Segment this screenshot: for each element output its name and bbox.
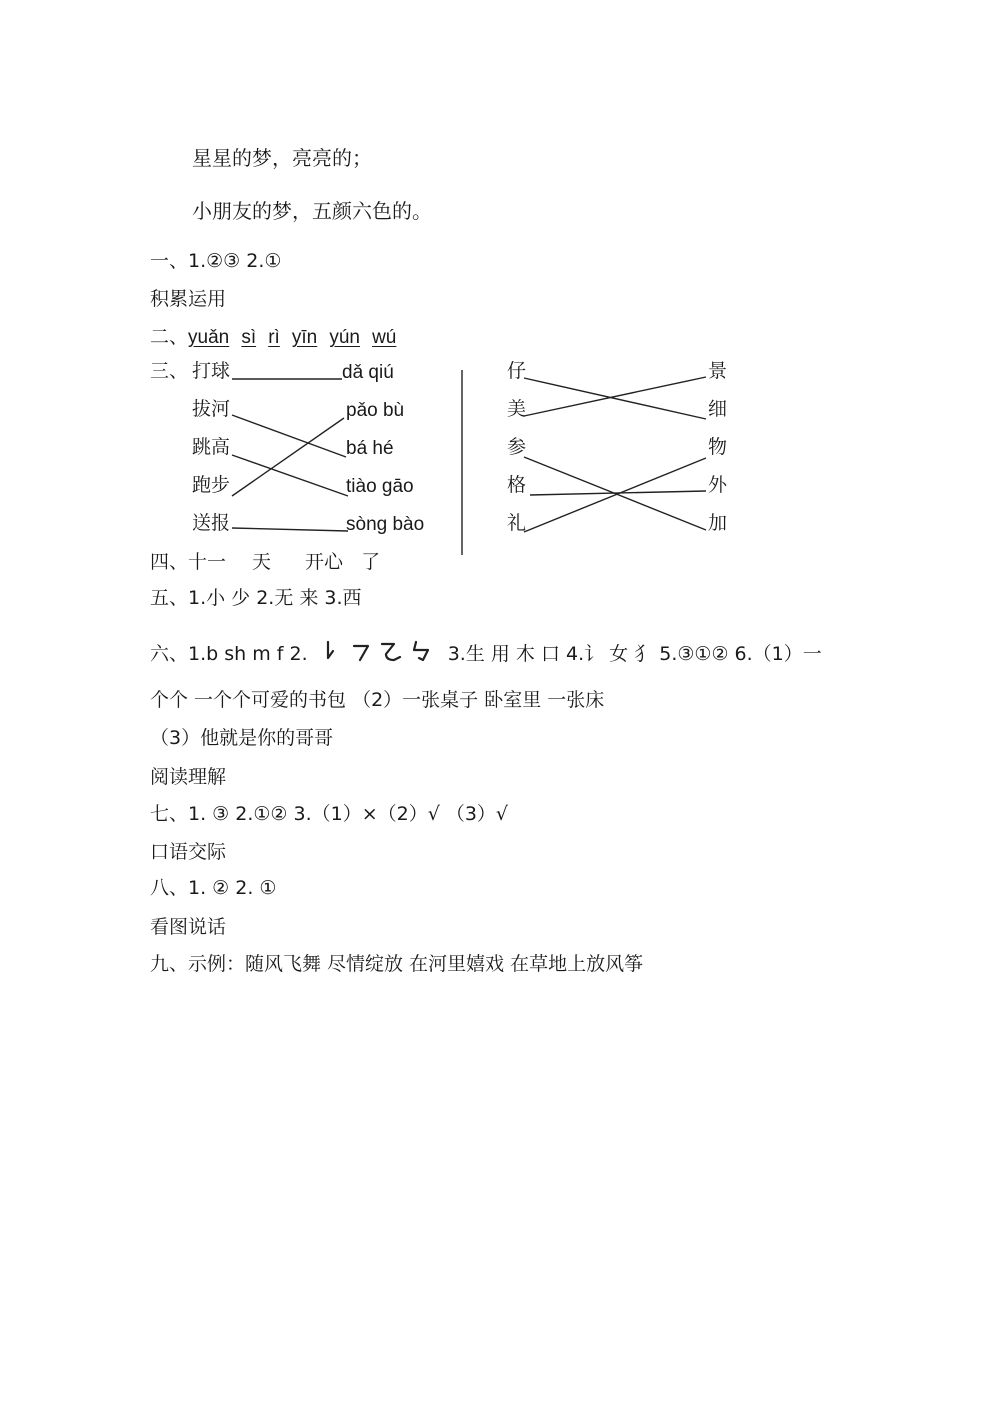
poem-line-2: 小朋友的梦，五颜六色的。 xyxy=(192,199,432,223)
section-heading-jilei: 积累运用 xyxy=(150,288,227,310)
q3-char-left-1: 仔 xyxy=(507,360,527,382)
q6-strokes xyxy=(318,638,438,666)
answer-q9: 九、示例：随风飞舞 尽情绽放 在河里嬉戏 在草地上放风筝 xyxy=(150,953,644,975)
q3-matching-lines xyxy=(0,0,1000,620)
match-line-bahe xyxy=(232,415,346,457)
q2-pinyin-3: rì xyxy=(268,327,280,348)
q3-word-4: 跑步 xyxy=(192,474,231,496)
answer-q6-line2: 个个 一个个可爱的书包 （2）一张桌子 卧室里 一张床 xyxy=(150,689,605,711)
match-line-tiaogao xyxy=(232,455,348,496)
q3-char-right-1: 景 xyxy=(708,360,728,382)
match-line-paobu xyxy=(232,418,344,496)
q2-prefix: 二、 xyxy=(150,326,189,348)
answer-q6-line1 xyxy=(150,638,822,666)
q3-char-right-5: 加 xyxy=(708,512,728,534)
answer-q7: 七、1. ③ 2.①② 3.（1）×（2）√ （3）√ xyxy=(150,803,509,825)
q3-pinyin-4: tiào gāo xyxy=(346,476,414,497)
q3-pinyin-3: bá hé xyxy=(346,438,394,459)
q3-char-left-4: 格 xyxy=(507,474,527,496)
section-heading-kantu: 看图说话 xyxy=(150,916,227,938)
q3-pinyin-1: dǎ qiú xyxy=(342,362,394,383)
q3-word-2: 拔河 xyxy=(192,398,231,420)
q4-item-3: 开心 xyxy=(305,551,344,573)
q4-item-2: 天 xyxy=(252,551,272,573)
q3-word-5: 送报 xyxy=(192,512,231,534)
q3-prefix: 三、 xyxy=(150,360,189,382)
q2-pinyin-1: yuǎn xyxy=(188,327,230,348)
stroke-heng-zhe-wan-gou-icon xyxy=(382,644,400,660)
q4-item-1: 十一 xyxy=(188,551,227,573)
answer-q8: 八、1. ② 2. ① xyxy=(150,877,277,899)
q3-char-right-2: 细 xyxy=(708,398,728,420)
q4-item-4: 了 xyxy=(361,551,381,573)
q3-word-3: 跳高 xyxy=(192,436,231,458)
q3-char-right-4: 外 xyxy=(708,474,728,496)
answer-q6-line3: （3）他就是你的哥哥 xyxy=(150,727,334,749)
answer-q4 xyxy=(150,553,380,572)
q3-char-left-5: 礼 xyxy=(507,512,527,534)
q6-part1: 六、1.b sh m f 2. xyxy=(150,643,308,665)
q3-pinyin-2: pǎo bù xyxy=(346,400,405,421)
q4-prefix: 四、 xyxy=(150,551,189,573)
stroke-shu-zhe-zhe-gou-icon xyxy=(414,642,428,660)
q2-pinyin-2: sì xyxy=(241,327,257,348)
q3-char-left-3: 参 xyxy=(507,436,527,458)
q3-pinyin-5: sòng bào xyxy=(346,514,425,535)
stroke-heng-pie-icon xyxy=(354,646,368,660)
q2-pinyin-4: yīn xyxy=(291,327,318,348)
stroke-shu-ti-icon xyxy=(328,642,333,658)
q2-pinyin-6: wú xyxy=(372,327,397,348)
section-heading-yuedu: 阅读理解 xyxy=(150,766,227,788)
answer-q1: 一、1.②③ 2.① xyxy=(150,250,282,272)
q3-word-1: 打球 xyxy=(192,360,231,382)
match-line-zi-xi xyxy=(524,378,706,419)
q6-part2: 3.生 用 木 口 4.讠 女 犭 5.③①② 6.（1）一 xyxy=(447,643,822,665)
section-heading-kouyu: 口语交际 xyxy=(150,841,227,863)
match-line-mei-jing xyxy=(524,377,706,416)
q3-char-left-2: 美 xyxy=(507,398,527,420)
poem-line-1: 星星的梦，亮亮的； xyxy=(192,146,372,170)
match-line-songbao xyxy=(232,528,348,531)
q3-char-right-3: 物 xyxy=(708,436,728,458)
q2-pinyin-5: yún xyxy=(329,327,360,348)
answer-q5: 五、1.小 少 2.无 来 3.西 xyxy=(150,587,362,609)
